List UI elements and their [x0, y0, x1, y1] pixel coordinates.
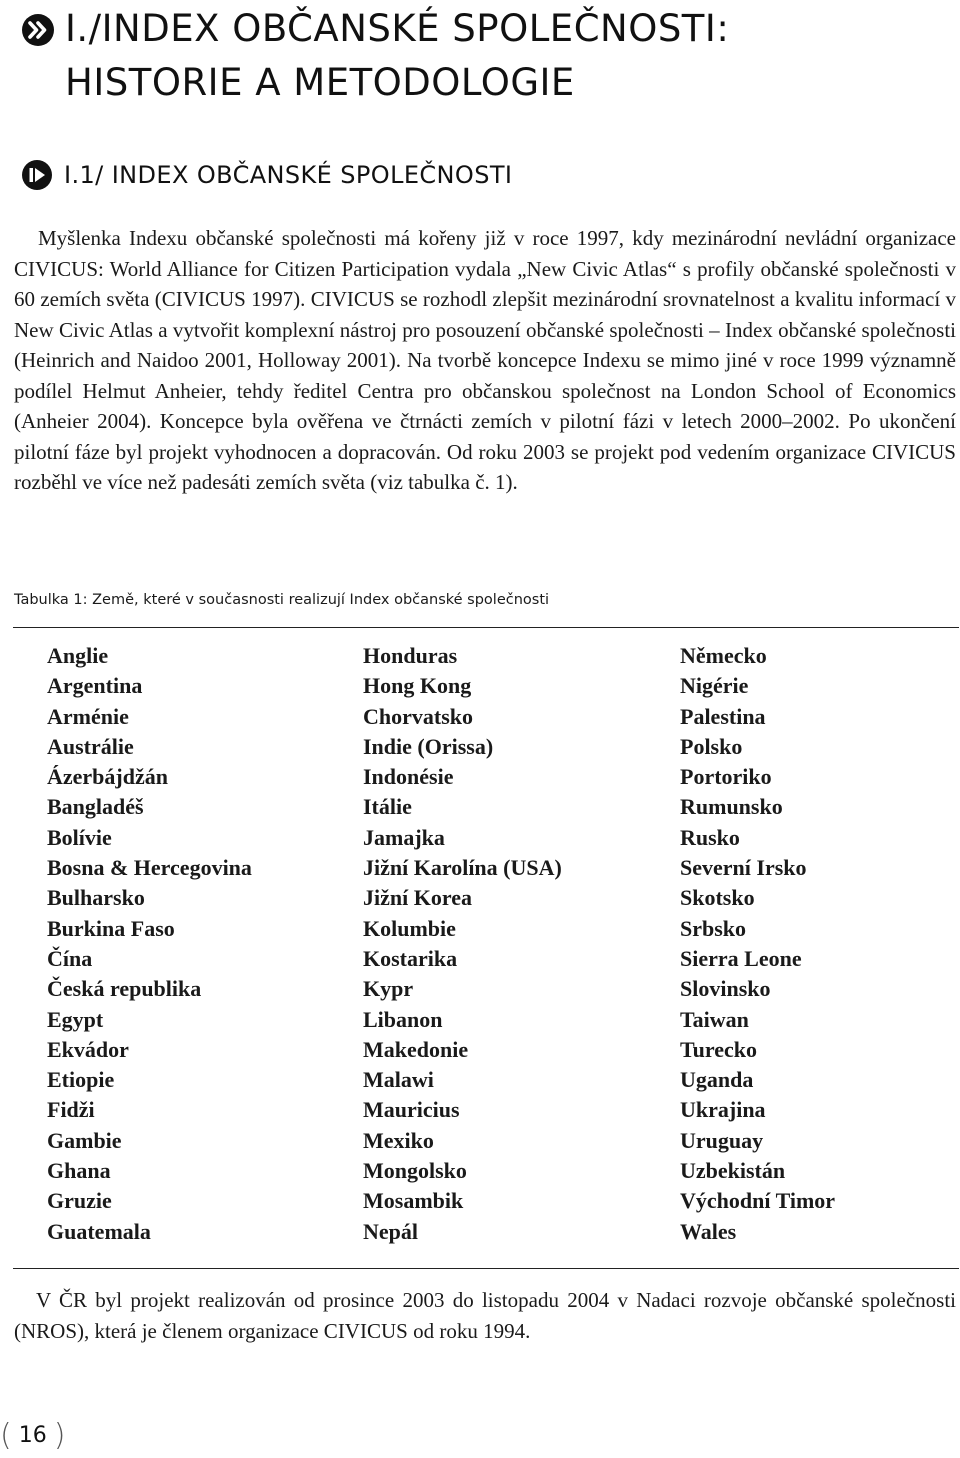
- country-item: Indonésie: [363, 764, 454, 790]
- chapter-heading: [22, 2, 729, 110]
- country-item: Bosna & Hercegovina: [47, 855, 252, 881]
- country-item: Burkina Faso: [47, 915, 175, 941]
- country-item: Srbsko: [680, 915, 747, 941]
- country-item: Slovinsko: [680, 976, 771, 1002]
- country-item: Německo: [680, 643, 767, 668]
- country-item: Nigérie: [680, 673, 749, 699]
- country-item: Fidži: [47, 1097, 95, 1123]
- country-item: Egypt: [47, 1006, 104, 1032]
- country-item: Makedonie: [363, 1036, 469, 1062]
- country-item: Palestina: [680, 703, 766, 729]
- country-item: Chorvatsko: [363, 703, 474, 729]
- table-top-rule: [13, 627, 959, 628]
- chapter-title-line1: I./INDEX OBČANSKÉ SPOLEČNOSTI:: [65, 7, 730, 50]
- country-item: Austrálie: [47, 733, 134, 759]
- country-item: Bangladéš: [47, 794, 144, 820]
- double-chevron-icon: [22, 14, 54, 46]
- country-item: Turecko: [680, 1036, 758, 1062]
- country-item: Jamajka: [363, 824, 445, 850]
- country-item: Rusko: [680, 824, 740, 850]
- intro-paragraph: Myšlenka Indexu občanské společnosti má kořeny již v roce 1997, kdy mezinárodní nevládní organizace CIVICUS: World Alliance for Citizen Participation vydala „New Civic Atlas“ s profily občanské společnosti v 60 zemích světa (CIVICUS 1997). CIVICUS se rozhodl zlepšit mezinárodní srovnatelnost a kvalitu informací v New Civic Atlas a vytvořit komplexní nástroj pro posouzení občanské společnosti – Index občanské společnosti (Heinrich and Naidoo 2001, Holloway 2001). Na tvorbě koncepce Indexu se mimo jiné v roce 1999 významně podílel Helmut Anheier, tehdy ředitel Centra pro občanskou společnost na London School of Economics (Anheier 2004). Koncepce byla ověřena ve čtrnácti zemích v pilotní fázi v letech 2000–2002. Po ukončení pilotní fáze byl projekt vyhodnocen a dopracován. Od roku 2003 se projekt pod vedením organizace CIVICUS rozběhl ve více než padesáti zemích světa (viz tabulka č. 1).: [14, 226, 956, 494]
- country-item: Čína: [47, 945, 93, 971]
- page-number-left-paren-icon: (: [0, 1418, 12, 1453]
- table-caption: Tabulka 1: Země, které v současnosti realizují Index občanské společnosti: [14, 592, 550, 608]
- country-item: Ázerbájdžán: [47, 764, 168, 790]
- country-item: Arménie: [47, 703, 129, 729]
- country-item: Kostarika: [363, 945, 458, 971]
- country-item: Severní Irsko: [680, 855, 807, 881]
- country-item: Ghana: [47, 1158, 111, 1184]
- country-item: Česká republika: [47, 976, 202, 1002]
- country-item: Ukrajina: [680, 1097, 766, 1123]
- country-item: Wales: [680, 1218, 737, 1244]
- country-item: Gruzie: [47, 1188, 112, 1214]
- country-item: Itálie: [363, 794, 412, 820]
- country-item: Ekvádor: [47, 1036, 129, 1062]
- country-item: Guatemala: [47, 1218, 151, 1244]
- country-item: Jižní Karolína (USA): [363, 855, 562, 881]
- country-item: Kolumbie: [363, 915, 456, 941]
- country-item: Indie (Orissa): [363, 733, 494, 759]
- table-bottom-rule: [13, 1268, 959, 1269]
- country-column-2: [363, 641, 562, 1247]
- country-item: Mosambik: [363, 1188, 464, 1214]
- country-item: Sierra Leone: [680, 945, 802, 971]
- country-item: Etiopie: [47, 1067, 115, 1093]
- country-item: Jižní Korea: [363, 885, 472, 911]
- section-title: I.1/ INDEX OBČANSKÉ SPOLEČNOSTI: [64, 161, 513, 189]
- play-icon: [22, 160, 52, 190]
- country-item: Bolívie: [47, 824, 112, 850]
- country-column-1: [47, 641, 252, 1247]
- country-item: Skotsko: [680, 885, 755, 911]
- country-item: Libanon: [363, 1006, 443, 1032]
- country-item: Mauricius: [363, 1097, 460, 1123]
- country-column-3: [680, 641, 835, 1247]
- country-item: Uzbekistán: [680, 1158, 786, 1184]
- page-number: [0, 1418, 65, 1453]
- country-item: Malawi: [363, 1067, 434, 1093]
- country-item: Uruguay: [680, 1127, 764, 1153]
- country-item: Argentina: [47, 673, 143, 699]
- country-item: Mongolsko: [363, 1158, 467, 1184]
- closing-paragraph: V ČR byl projekt realizován od prosince 2003 do listopadu 2004 v Nadaci rozvoje občanské společnosti (NROS), která je členem organizace CIVICUS od roku 1994.: [14, 1288, 956, 1343]
- country-item: Gambie: [47, 1127, 122, 1153]
- country-item: Kypr: [363, 976, 414, 1002]
- country-item: Polsko: [680, 733, 743, 759]
- page-number-right-paren-icon: ): [53, 1418, 66, 1453]
- country-item: Bulharsko: [47, 885, 145, 911]
- country-item: Portoriko: [680, 764, 772, 790]
- country-item: Nepál: [363, 1218, 418, 1244]
- chapter-title-line2: HISTORIE A METODOLOGIE: [65, 61, 575, 104]
- country-item: Anglie: [47, 643, 109, 668]
- page-number-value: 16: [18, 1423, 47, 1448]
- country-item: Rumunsko: [680, 794, 783, 820]
- country-item: Východní Timor: [680, 1188, 836, 1214]
- country-item: Honduras: [363, 643, 458, 668]
- country-item: Uganda: [680, 1067, 754, 1093]
- country-item: Hong Kong: [363, 673, 472, 699]
- country-item: Mexiko: [363, 1127, 434, 1153]
- country-item: Taiwan: [680, 1006, 749, 1032]
